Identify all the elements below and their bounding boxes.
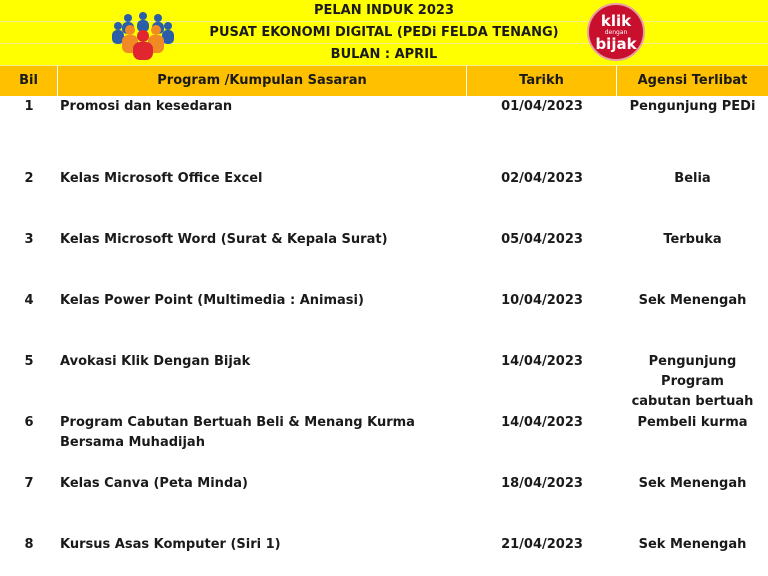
title-line-1: PELAN INDUK 2023 bbox=[0, 0, 768, 22]
row-agensi bbox=[617, 169, 768, 189]
klik-dengan-bijak-logo bbox=[587, 3, 645, 61]
row-bil-text: 1 bbox=[24, 99, 34, 114]
row-bil-text: 3 bbox=[24, 232, 34, 247]
row-tarikh bbox=[467, 230, 617, 250]
row-tarikh bbox=[467, 474, 617, 494]
row-tarikh-text: 02/04/2023 bbox=[501, 171, 583, 186]
row-tarikh-text: 10/04/2023 bbox=[501, 293, 583, 308]
row-tarikh bbox=[467, 535, 617, 555]
row-program-text: Kelas Microsoft Office Excel bbox=[60, 171, 263, 186]
row-tarikh bbox=[467, 291, 617, 311]
row-bil bbox=[0, 352, 58, 372]
row-agensi-text: Sek Menengah bbox=[638, 537, 747, 552]
logo-text-klik: klik bbox=[600, 12, 632, 30]
row-program bbox=[60, 352, 460, 372]
row-agensi-text: Pembeli kurma bbox=[637, 415, 748, 430]
row-program bbox=[60, 535, 460, 555]
row-agensi-text: Pengunjung PEDi bbox=[629, 99, 756, 114]
row-tarikh-text: 05/04/2023 bbox=[501, 232, 583, 247]
row-program-text: Kelas Microsoft Word (Surat & Kepala Surat) bbox=[60, 232, 388, 247]
row-program bbox=[60, 474, 460, 494]
row-agensi bbox=[617, 413, 768, 433]
row-tarikh bbox=[467, 352, 617, 372]
row-tarikh bbox=[467, 413, 617, 433]
row-bil bbox=[0, 97, 58, 117]
row-program-text: Kelas Canva (Peta Minda) bbox=[60, 476, 248, 491]
row-agensi-text: Belia bbox=[674, 171, 711, 186]
row-program bbox=[60, 291, 460, 311]
row-agensi bbox=[617, 97, 768, 117]
row-agensi-text: Sek Menengah bbox=[638, 293, 747, 308]
logo-text-bijak: bijak bbox=[595, 35, 637, 53]
title-line-2: PUSAT EKONOMI DIGITAL (PEDi FELDA TENANG) bbox=[0, 22, 768, 44]
row-agensi bbox=[617, 474, 768, 494]
row-program-text: Program Cabutan Bertuah Beli & Menang Kurma bbox=[60, 415, 415, 430]
row-program-text: Kursus Asas Komputer (Siri 1) bbox=[60, 537, 281, 552]
row-bil-text: 8 bbox=[24, 537, 34, 552]
logo-text-dengan: dengan bbox=[604, 29, 628, 36]
title-line-3: BULAN : APRIL bbox=[0, 44, 768, 66]
row-bil-text: 5 bbox=[24, 354, 34, 369]
row-tarikh bbox=[467, 97, 617, 117]
row-agensi bbox=[617, 291, 768, 311]
row-bil-text: 7 bbox=[24, 476, 34, 491]
row-agensi-text-2: cabutan bertuah bbox=[631, 394, 754, 409]
header-tarikh: Tarikh bbox=[467, 66, 617, 96]
row-program bbox=[60, 230, 460, 250]
row-bil bbox=[0, 169, 58, 189]
row-tarikh-text: 01/04/2023 bbox=[501, 99, 583, 114]
row-agensi-text: Sek Menengah bbox=[638, 476, 747, 491]
row-agensi bbox=[617, 230, 768, 250]
row-bil-text: 4 bbox=[24, 293, 34, 308]
row-tarikh-text: 18/04/2023 bbox=[501, 476, 583, 491]
row-agensi bbox=[617, 352, 768, 412]
row-tarikh-text: 14/04/2023 bbox=[501, 415, 583, 430]
row-program-text: Promosi dan kesedaran bbox=[60, 99, 233, 114]
row-bil bbox=[0, 230, 58, 250]
row-program-text: Kelas Power Point (Multimedia : Animasi) bbox=[60, 293, 364, 308]
row-agensi-text: Terbuka bbox=[663, 232, 722, 247]
row-tarikh-text: 14/04/2023 bbox=[501, 354, 583, 369]
row-bil-text: 6 bbox=[24, 415, 34, 430]
row-agensi-text: Pengunjung Program bbox=[648, 354, 737, 389]
people-group-logo-icon bbox=[112, 12, 174, 60]
header-bil: Bil bbox=[0, 66, 58, 96]
header-agensi: Agensi Terlibat bbox=[617, 66, 768, 96]
row-program bbox=[60, 97, 460, 117]
row-agensi bbox=[617, 535, 768, 555]
header-program: Program /Kumpulan Sasaran bbox=[58, 66, 467, 96]
row-program bbox=[60, 413, 460, 453]
row-tarikh bbox=[467, 169, 617, 189]
row-program-text: Avokasi Klik Dengan Bijak bbox=[60, 354, 251, 369]
row-bil bbox=[0, 535, 58, 555]
row-program bbox=[60, 169, 460, 189]
row-bil bbox=[0, 291, 58, 311]
row-bil bbox=[0, 413, 58, 433]
row-bil bbox=[0, 474, 58, 494]
row-program-text-2: Bersama Muhadijah bbox=[60, 435, 205, 450]
row-bil-text: 2 bbox=[24, 171, 34, 186]
row-tarikh-text: 21/04/2023 bbox=[501, 537, 583, 552]
